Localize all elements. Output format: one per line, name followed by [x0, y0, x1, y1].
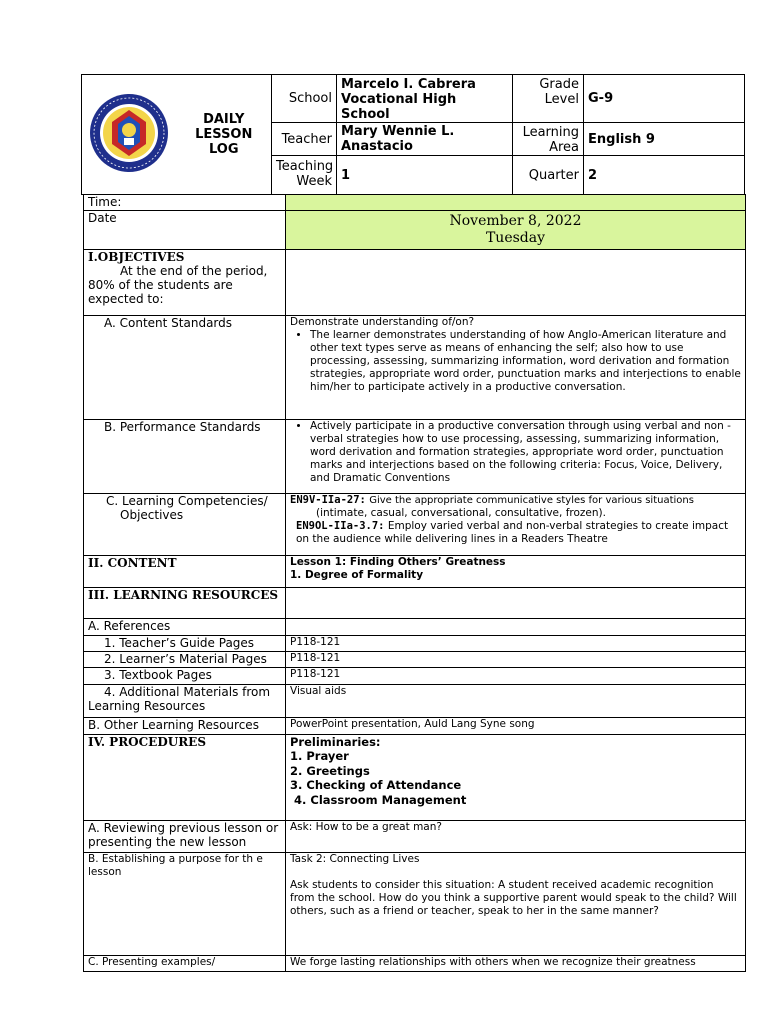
examples-label: C. Presenting examples/: [84, 955, 286, 972]
procedures-row: [84, 734, 746, 820]
references-label: A. References: [84, 619, 286, 635]
prelim-item: 1. Prayer: [290, 749, 349, 764]
time-label: Time:: [84, 195, 286, 211]
teacher-label: Teacher: [272, 123, 337, 156]
lm-value: P118-121: [286, 651, 746, 667]
quarter-value: 2: [584, 156, 745, 195]
competencies-label: C. Learning Competencies/ Objectives: [84, 493, 286, 555]
lesson-log-table: [83, 194, 746, 972]
references-value: [286, 619, 746, 635]
examples-value: We forge lasting relationships with others when we recognize their greatness: [286, 955, 746, 972]
prelim-item: 2. Greetings: [290, 763, 370, 778]
tb-value: P118-121: [286, 668, 746, 684]
resources-label: III. LEARNING RESOURCES: [84, 587, 286, 619]
tg-row: [84, 635, 746, 651]
time-row: [84, 195, 746, 211]
performance-standards-value: [286, 419, 746, 493]
purpose-label: B. Establishing a purpose for th e lesson: [84, 853, 286, 955]
objectives-intro: At the end of the period, 80% of the students are expected to:: [88, 264, 268, 307]
tg-label: 1. Teacher’s Guide Pages: [84, 635, 286, 651]
teacher-value: Mary Wennie L. Anastacio: [337, 123, 513, 156]
content-row: [84, 555, 746, 587]
review-value: Ask: How to be a great man?: [286, 820, 746, 853]
school-label: School: [272, 75, 337, 123]
olr-value: PowerPoint presentation, Auld Lang Syne song: [286, 718, 746, 734]
learning-area-value: English 9: [584, 123, 745, 156]
tb-row: [84, 668, 746, 684]
header-table: [81, 74, 745, 195]
resources-value: [286, 587, 746, 619]
procedures-label: IV. PROCEDURES: [84, 734, 286, 820]
objectives-title: I.OBJECTIVES: [88, 250, 185, 265]
olr-row: [84, 718, 746, 734]
grade-level-label: Grade Level: [513, 75, 584, 123]
quarter-label: Quarter: [513, 156, 584, 195]
tg-value: P118-121: [286, 635, 746, 651]
prelim-item: 3. Checking of Attendance: [290, 778, 462, 793]
performance-standards-bullet: • Actively participate in a productive conversation through using verbal and non -verbal strategies how to use processing, assessing, summarizing information, word derivation and formation strategies, appropriate word order, punctuation marks and interjections based on the following criteria: Focus, Voice, Delivery, and Dramatic Conventions: [310, 420, 741, 485]
content-label: II. CONTENT: [84, 555, 286, 587]
school-value: Marcelo I. Cabrera Vocational High School: [337, 75, 513, 123]
content-standards-bullet: • The learner demonstrates understanding of how Anglo-American literature and other text types serve as means of enhancing the self; also how to use processing, assessing, summarizing information, word derivation and formation strategies, appropriate word order, punctuation marks and interjections to enable him/her to participate actively in a productive conversation.: [310, 329, 741, 394]
seal-cell: [82, 75, 177, 195]
references-row: [84, 619, 746, 635]
objectives-row: [84, 250, 746, 315]
date-row: [84, 211, 746, 250]
lm-label: 2. Learner’s Material Pages: [84, 651, 286, 667]
purpose-row: [84, 853, 746, 955]
time-value: [286, 195, 746, 211]
daily-lesson-log-title: DAILY LESSON LOG: [177, 75, 272, 195]
teaching-week-value: 1: [337, 156, 513, 195]
am-value: Visual aids: [286, 684, 746, 718]
olr-label: B. Other Learning Resources: [84, 718, 286, 734]
teaching-week-label: Teaching Week: [272, 156, 337, 195]
competencies-row: [84, 493, 746, 555]
review-label: A. Reviewing previous lesson or presenting the new lesson: [84, 820, 286, 853]
content-standards-row: [84, 315, 746, 419]
resources-row: [84, 587, 746, 619]
purpose-value: Task 2: Connecting Lives Ask students to consider this situation: A student received academic recognition from the school. How do you think a supportive parent would speak to the child? Will others, such as a friend or teacher, speak to her in the same manner?: [286, 853, 746, 955]
prelim-item: 4. Classroom Management: [290, 792, 467, 807]
content-standards-value: Demonstrate understanding of/on? • The learner demonstrates understanding of how Anglo-American literature and other text types serve as means of enhancing the self; also how to use processing, assessing, summarizing information, word derivation and formation strategies, appropriate word order, punctuation marks and interjections to enable him/her to participate actively in a productive conversation.: [286, 315, 746, 419]
performance-standards-label: B. Performance Standards: [84, 419, 286, 493]
deped-seal-icon: [88, 92, 170, 174]
content-value: Lesson 1: Finding Others’ Greatness 1. Degree of Formality: [286, 555, 746, 587]
content-standards-label: A. Content Standards: [84, 315, 286, 419]
competencies-value: EN9V-IIa-27: Give the appropriate communicative styles for various situations (intimate, casual, conversational, consultative, frozen). EN9OL-IIa-3.7: Employ varied verbal and non-verbal strategies to create impact on the audience while delivering lines in a Readers Theatre: [286, 493, 746, 555]
examples-row: [84, 955, 746, 972]
objectives-value: [286, 250, 746, 315]
procedures-value: Preliminaries: 1. Prayer 2. Greetings 3. Checking of Attendance 4. Classroom Management: [286, 734, 746, 820]
lm-row: [84, 651, 746, 667]
grade-level-value: G-9: [584, 75, 745, 123]
performance-standards-row: [84, 419, 746, 493]
am-row: [84, 684, 746, 718]
am-label: 4. Additional Materials from Learning Resources: [84, 684, 286, 718]
objectives-cell: [84, 250, 286, 315]
review-row: [84, 820, 746, 853]
tb-label: 3. Textbook Pages: [84, 668, 286, 684]
learning-area-label: Learning Area: [513, 123, 584, 156]
date-label: Date: [84, 211, 286, 250]
date-value: November 8, 2022 Tuesday: [286, 211, 746, 250]
